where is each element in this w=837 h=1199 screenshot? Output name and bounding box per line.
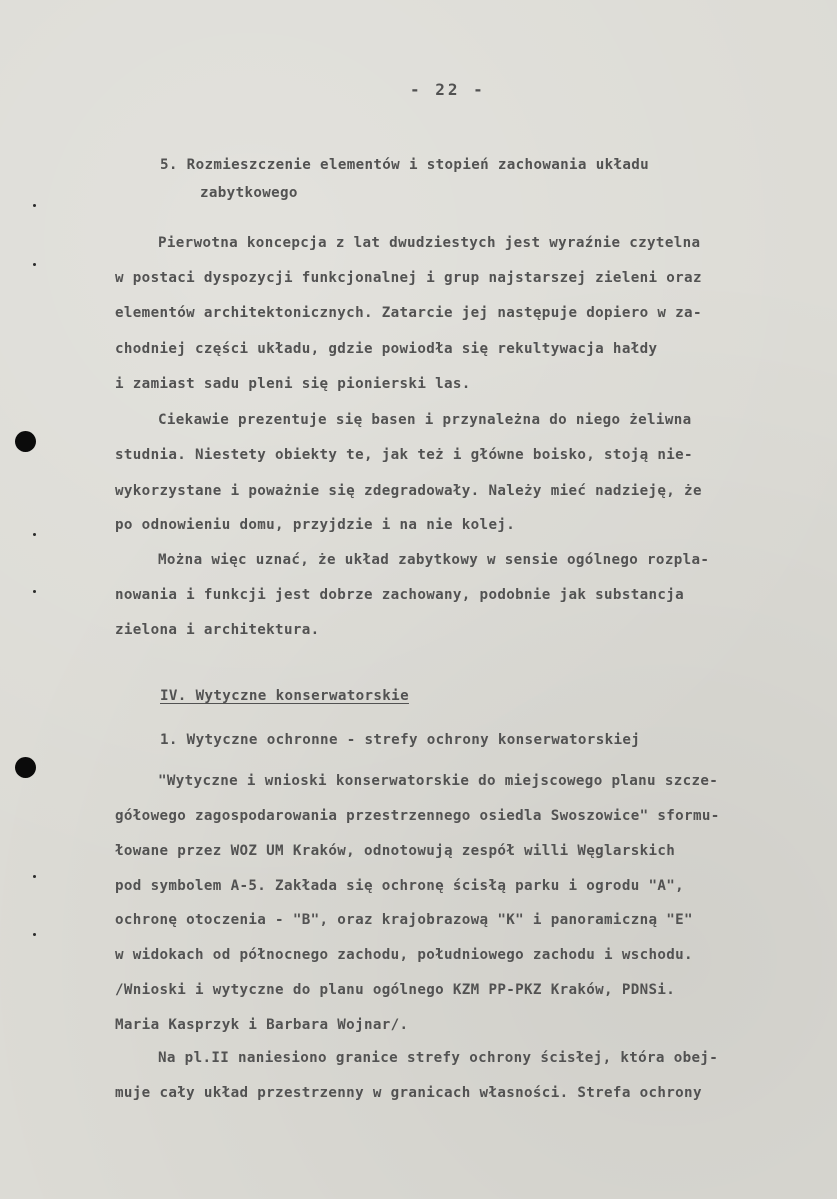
text-line: nowania i funkcji jest dobrze zachowany, podobnie jak substancja (115, 587, 685, 603)
chapter-heading: IV. Wytyczne konserwatorskie (160, 688, 409, 704)
text-line: muje cały układ przestrzenny w granicach własności. Strefa ochrony (115, 1085, 702, 1101)
text-line: "Wytyczne i wnioski konserwatorskie do miejscowego planu szcze- (158, 773, 719, 789)
text-line: elementów architektonicznych. Zatarcie jej następuje dopiero w za- (115, 305, 702, 321)
subsection-heading: 1. Wytyczne ochronne - strefy ochrony konserwatorskiej (160, 732, 641, 748)
text-line: Na pl.II naniesiono granice strefy ochrony ścisłej, która obej- (158, 1050, 719, 1066)
text-line: w postaci dyspozycji funkcjonalnej i grup najstarszej zieleni oraz (115, 270, 702, 286)
dust-speck (33, 875, 36, 878)
text-line: /Wnioski i wytyczne do planu ogólnego KZM PP-PKZ Kraków, PDNSi. (115, 982, 676, 998)
text-line: Ciekawie prezentuje się basen i przynależna do niego żeliwna (158, 412, 692, 428)
dust-speck (33, 204, 36, 207)
dust-speck (33, 933, 36, 936)
text-line: Pierwotna koncepcja z lat dwudziestych jest wyraźnie czytelna (158, 235, 701, 251)
text-line: zielona i architektura. (115, 622, 320, 638)
section-heading-continued: zabytkowego (200, 185, 298, 201)
text-line: po odnowieniu domu, przyjdzie i na nie kolej. (115, 517, 516, 533)
punch-hole (15, 431, 36, 452)
text-line: i zamiast sadu pleni się pionierski las. (115, 376, 471, 392)
section-heading: 5. Rozmieszczenie elementów i stopień zachowania układu (160, 157, 650, 173)
text-line: Można więc uznać, że układ zabytkowy w sensie ogólnego rozpla- (158, 552, 710, 568)
text-line: Maria Kasprzyk i Barbara Wojnar/. (115, 1017, 409, 1033)
punch-hole (15, 757, 36, 778)
text-line: łowane przez WOZ UM Kraków, odnotowują zespół willi Węglarskich (115, 843, 676, 859)
text-line: w widokach od północnego zachodu, południowego zachodu i wschodu. (115, 947, 693, 963)
text-line: pod symbolem A-5. Zakłada się ochronę ścisłą parku i ogrodu "A", (115, 878, 685, 894)
dust-speck (33, 533, 36, 536)
dust-speck (33, 590, 36, 593)
dust-speck (33, 263, 36, 266)
page-number: - 22 - (410, 80, 486, 99)
text-line: wykorzystane i poważnie się zdegradowały. Należy mieć nadzieję, że (115, 483, 702, 499)
text-line: ochronę otoczenia - "B", oraz krajobrazową "K" i panoramiczną "E" (115, 912, 693, 928)
text-line: gółowego zagospodarowania przestrzennego osiedla Swoszowice" sformu- (115, 808, 720, 824)
text-line: chodniej części układu, gdzie powiodła się rekultywacja hałdy (115, 341, 658, 357)
text-line: studnia. Niestety obiekty te, jak też i główne boisko, stoją nie- (115, 447, 693, 463)
